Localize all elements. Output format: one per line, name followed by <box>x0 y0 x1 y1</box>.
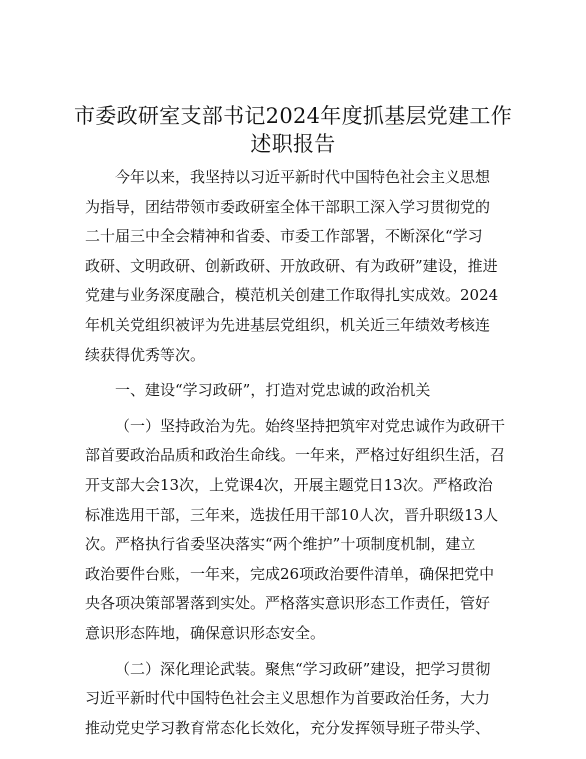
document-title-line-1: 市委政研室支部书记2024年度抓基层党建工作 <box>73 104 513 128</box>
section-heading <box>85 376 505 406</box>
document-body <box>85 163 505 743</box>
paragraph-intro <box>85 163 505 370</box>
text-line: 习近平新时代中国特色社会主义思想作为首要政治任务，大力 <box>85 689 491 708</box>
text-line: 今年以来，我坚持以习近平新时代中国特色社会主义思想 <box>115 168 491 186</box>
text-line: 部首要政治品质和政治生命线。一年来，严格过好组织生活，召 <box>85 446 505 465</box>
text-line: 政治要件台账，一年来，完成26项政治要件清单，确保把党中 <box>85 564 495 583</box>
text-line: （二）深化理论武装。聚焦“学习政研”建设，把学习贯彻 <box>115 659 491 678</box>
paragraph-theory <box>85 655 505 744</box>
text-line: 年机关党组织被评为先进基层党组织，机关近三年绩效考核连 <box>85 315 491 334</box>
document-title-line-2: 述职报告 <box>250 132 336 156</box>
text-line: 为指导，团结带领市委政研室全体干部职工深入学习贯彻党的 <box>85 197 491 216</box>
text-line: 党建与业务深度融合，模范机关创建工作取得扎实成效。2024 <box>85 286 499 305</box>
text-line: （一）坚持政治为先。始终坚持把筑牢对党忠诚作为政研干 <box>115 416 505 435</box>
text-line: 政研、文明政研、创新政研、开放政研、有为政研”建设，推进 <box>85 256 498 275</box>
text-line: 推动党史学习教育常态化长效化，充分发挥领导班子带头学、 <box>85 718 491 737</box>
text-line: 标准选用干部，三年来，选拔任用干部10人次，晋升职级13人 <box>85 505 499 524</box>
text-line: 次。严格执行省委坚决落实“两个维护”十项制度机制，建立 <box>85 535 476 554</box>
text-line: 开支部大会13次，上党课4次，开展主题党日13次。严格政治 <box>85 475 493 494</box>
text-line: 央各项决策部署落到实处。严格落实意识形态工作责任，管好 <box>85 594 491 613</box>
text-line: 二十届三中全会精神和省委、市委工作部署，不断深化“学习 <box>85 227 483 246</box>
section-heading-text: 一、建设“学习政研”，打造对党忠诚的政治机关 <box>115 381 431 400</box>
paragraph-political <box>85 412 505 649</box>
text-line: 续获得优秀等次。 <box>85 345 206 364</box>
text-line: 意识形态阵地，确保意识形态安全。 <box>85 623 326 642</box>
